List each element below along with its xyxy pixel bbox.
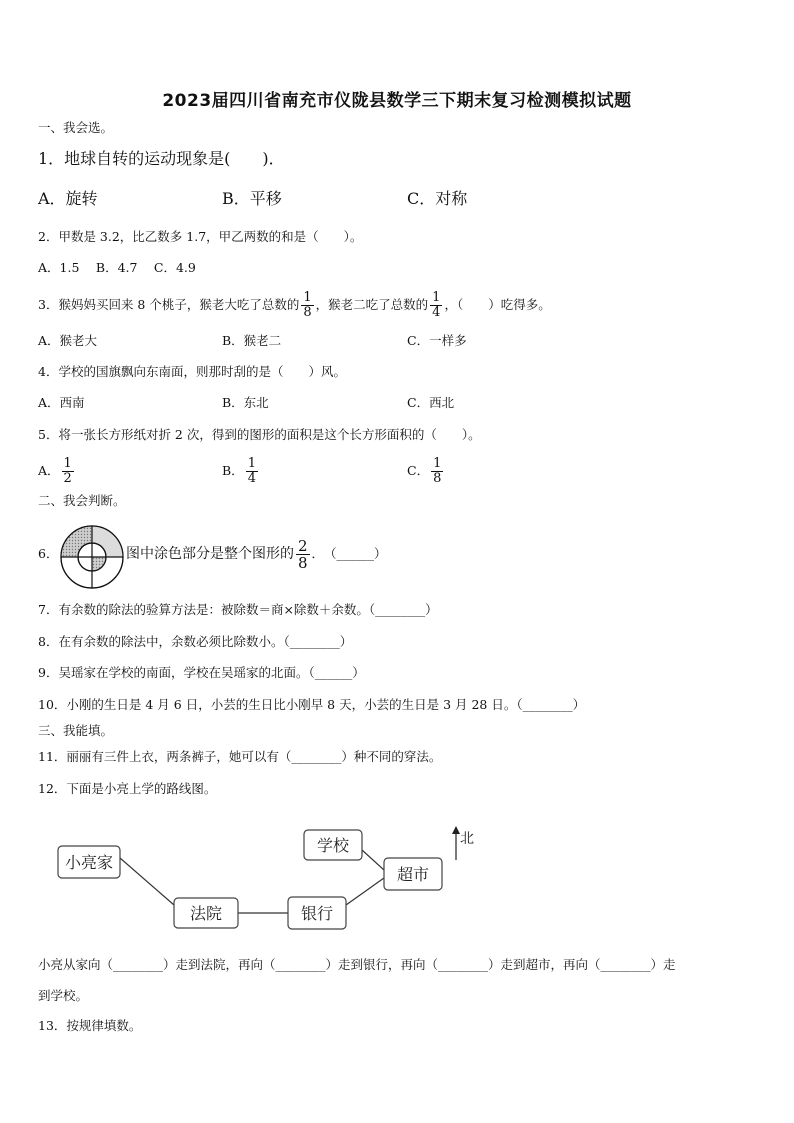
question-9: 9．吴瑶家在学校的南面，学校在吴瑶家的北面。（______） xyxy=(38,665,365,680)
q3-text-post: ，（ ）吃得多。 xyxy=(444,297,551,312)
q6-shaded-circle-figure xyxy=(59,524,125,590)
q4-option-b[interactable]: B．东北 xyxy=(222,395,269,410)
north-arrow-icon xyxy=(452,826,474,860)
q6-number: 6． xyxy=(38,546,59,561)
section-heading-1: 一、我会选。 xyxy=(38,120,114,135)
question-13: 13．按规律填数。 xyxy=(38,1018,142,1033)
q2-options[interactable]: A．1.5 B．4.7 C．4.9 xyxy=(38,260,196,275)
svg-text:超市: 超市 xyxy=(396,865,430,884)
question-11: 11．丽丽有三件上衣，两条裤子，她可以有（________）种不同的穿法。 xyxy=(38,749,442,764)
question-8: 8．在有余数的除法中，余数必须比除数小。（________） xyxy=(38,634,353,649)
q6-fraction: $\frac{2}{8}$ xyxy=(298,537,308,572)
route-home-court xyxy=(120,858,174,905)
q12-answer-line-1: 小亮从家向（________）走到法院，再向（________）走到银行，再向（________）走到超市，再向（________）走 xyxy=(38,957,676,972)
route-map xyxy=(50,818,490,938)
q5-option-c[interactable]: C． $\frac{1}{8}$ xyxy=(407,456,442,486)
q3-fraction-2: $\frac{1}{4}$ xyxy=(432,290,441,320)
q1-option-c[interactable]: C．对称 xyxy=(407,189,468,208)
q3-text-mid: ，猴老二吃了总数的 xyxy=(315,297,429,312)
q4-option-a[interactable]: A．西南 xyxy=(38,395,85,410)
q3-option-c[interactable]: C．一样多 xyxy=(407,333,467,348)
q3-fraction-1: $\frac{1}{8}$ xyxy=(303,290,312,320)
question-1: 1．地球自转的运动现象是( )． xyxy=(38,149,285,168)
route-bank-market xyxy=(346,878,384,905)
page-title: 2023届四川省南充市仪陇县数学三下期末复习检测模拟试题 xyxy=(162,91,632,111)
route-school-market xyxy=(362,850,384,870)
svg-text:银行: 银行 xyxy=(300,904,334,923)
q1-option-a[interactable]: A．旋转 xyxy=(38,189,98,208)
q1-option-b[interactable]: B．平移 xyxy=(222,189,282,208)
svg-text:学校: 学校 xyxy=(316,836,350,855)
q6-text: 图中涂色部分是整个图形的 xyxy=(126,546,294,562)
q3-option-a[interactable]: A．猴老大 xyxy=(38,333,98,348)
section-heading-3: 三、我能填。 xyxy=(38,723,114,738)
question-6 xyxy=(126,534,387,574)
svg-text:小亮家: 小亮家 xyxy=(64,853,114,872)
map-node-school xyxy=(304,830,362,860)
section-heading-2: 二、我会判断。 xyxy=(38,493,126,508)
question-7: 7．有余数的除法的验算方法是：被除数＝商×除数＋余数。（________） xyxy=(38,602,438,617)
question-4: 4．学校的国旗飘向东南面，则那时刮的是（ ）风。 xyxy=(38,364,346,379)
map-node-home xyxy=(58,846,120,878)
question-5: 5．将一张长方形纸对折 2 次，得到的图形的面积是这个长方形面积的（ ）。 xyxy=(38,427,481,442)
svg-text:法院: 法院 xyxy=(189,904,223,923)
q4-option-c[interactable]: C．西北 xyxy=(407,395,455,410)
q6-answer-blank[interactable]: ． （______） xyxy=(311,546,387,561)
q5-option-b[interactable]: B． $\frac{1}{4}$ xyxy=(222,456,256,486)
q12-answer-line-2: 到学校。 xyxy=(38,988,89,1003)
svg-text:北: 北 xyxy=(460,831,474,847)
question-12: 12．下面是小亮上学的路线图。 xyxy=(38,781,217,796)
question-2: 2．甲数是 3.2，比乙数多 1.7，甲乙两数的和是（ ）。 xyxy=(38,229,363,244)
q3-text-pre: 3．猴妈妈买回来 8 个桃子，猴老大吃了总数的 xyxy=(38,297,300,312)
question-10: 10．小刚的生日是 4 月 6 日，小芸的生日比小刚早 8 天，小芸的生日是 3 月 28 日。（________） xyxy=(38,697,586,712)
q3-option-b[interactable]: B．猴老二 xyxy=(222,333,282,348)
map-node-court xyxy=(174,898,238,928)
map-node-bank xyxy=(288,897,346,929)
q5-option-a[interactable]: A． $\frac{1}{2}$ xyxy=(38,456,72,486)
question-3 xyxy=(38,288,551,322)
map-node-market xyxy=(384,858,442,890)
